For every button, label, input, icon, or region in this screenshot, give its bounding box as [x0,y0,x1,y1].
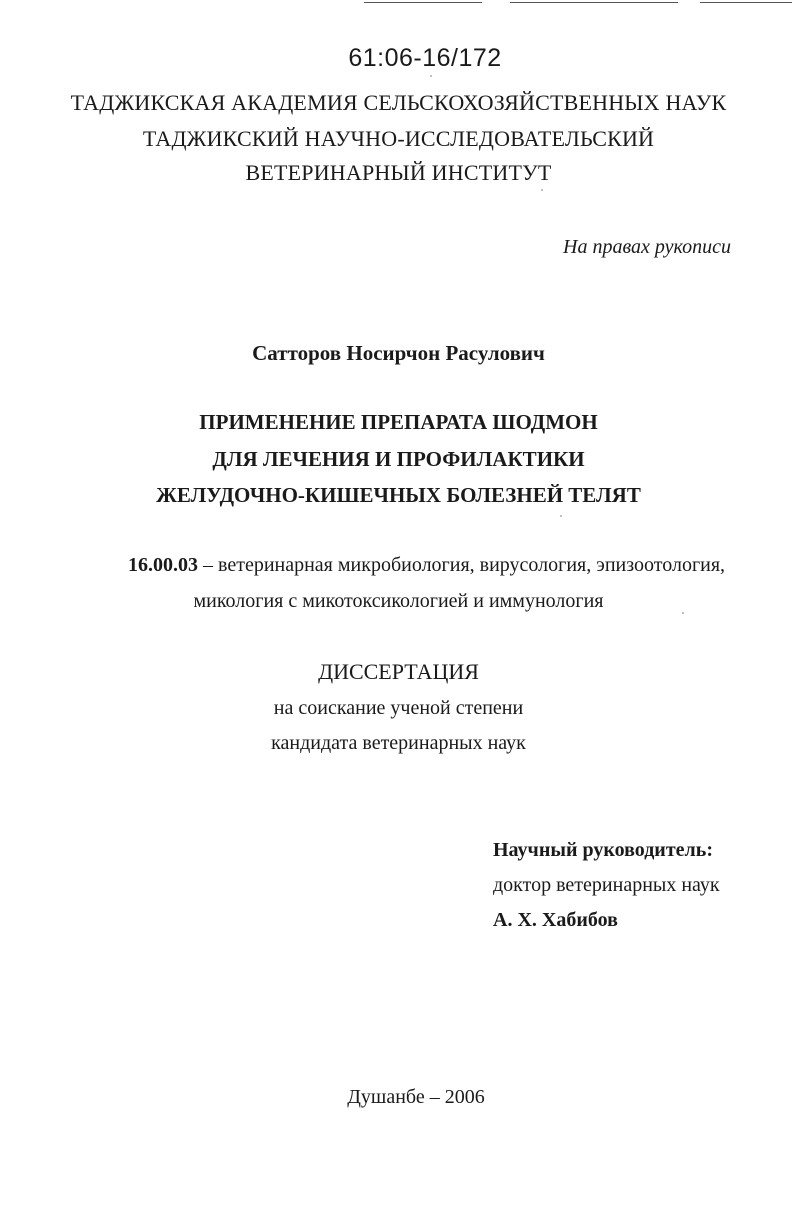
degree-line-2: кандидата ветеринарных наук [271,732,526,754]
author-name: Сатторов Носирчон Расулович [252,341,545,365]
title-line-1: ПРИМЕНЕНИЕ ПРЕПАРАТА ШОДМОН [199,410,598,434]
city-and-year: Душанбе – 2006 [347,1086,485,1108]
institution-line-2: ТАДЖИКСКИЙ НАУЧНО-ИССЛЕДОВАТЕЛЬСКИЙ [142,126,655,151]
institution-line-3: ВЕТЕРИНАРНЫЙ ИНСТИТУТ [245,160,552,185]
title-line-3: ЖЕЛУДОЧНО-КИШЕЧНЫХ БОЛЕЗНЕЙ ТЕЛЯТ [156,483,641,507]
institution-line-1: ТАДЖИКСКАЯ АКАДЕМИЯ СЕЛЬСКОХОЗЯЙСТВЕННЫХ НАУК [70,90,727,115]
scan-speck [560,515,562,517]
specialty-line-2: микология с микотоксикологией и иммунология [193,590,604,612]
title-line-2: ДЛЯ ЛЕЧЕНИЯ И ПРОФИЛАКТИКИ [212,447,585,471]
specialty-description: – ветеринарная микробиология, вирусология, эпизоотология, [198,554,726,576]
scan-speck [682,612,684,614]
supervisor-heading: Научный руководитель: [493,839,713,861]
scan-speck [541,189,543,191]
supervisor-name: А. Х. Хабибов [493,909,618,931]
supervisor-degree: доктор ветеринарных наук [493,874,720,896]
degree-line-1: на соискание ученой степени [273,697,524,719]
document-type: ДИССЕРТАЦИЯ [318,659,479,684]
specialty-line-1 [128,554,725,577]
scan-edge-lines [360,0,797,8]
manuscript-rights-note: На правах рукописи [563,236,731,258]
specialty-code: 16.00.03 [128,554,198,576]
scan-speck [430,75,432,77]
archive-code: 61:06-16/172 [348,44,502,72]
